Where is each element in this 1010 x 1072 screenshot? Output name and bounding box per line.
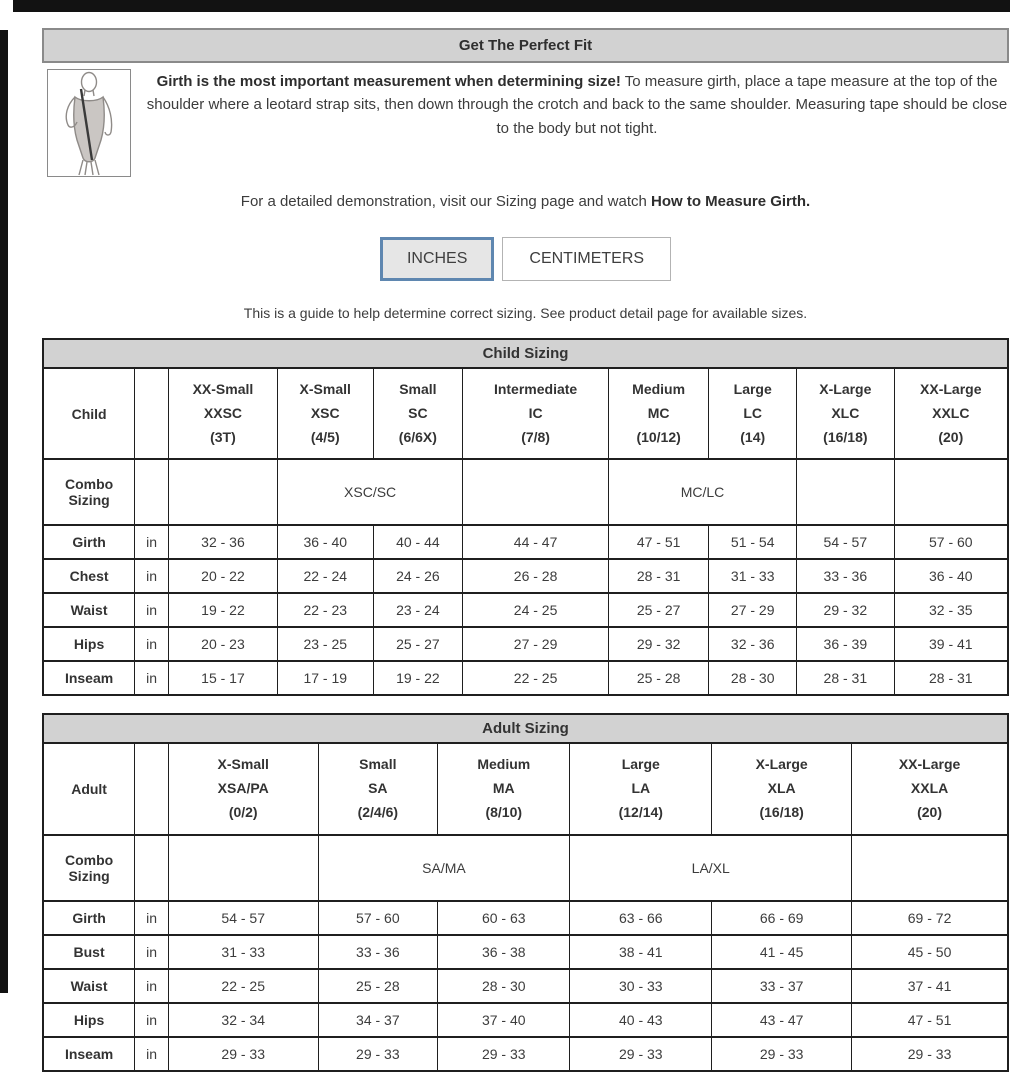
adult-size-value-cell: 29 - 33	[438, 1037, 570, 1071]
adult-row-waist	[43, 969, 1008, 1003]
unit-toggle	[42, 237, 1009, 281]
adult-size-column-header	[438, 743, 570, 834]
adult-column-range: (8/10)	[485, 803, 523, 820]
adult-unit-cell: in	[135, 1003, 169, 1037]
child-size-value-cell: 54 - 57	[797, 525, 894, 559]
inches-button[interactable]: INCHES	[380, 237, 494, 281]
adult-column-size: X-Small	[217, 756, 269, 773]
adult-size-column-header	[570, 743, 712, 834]
child-size-column-header	[463, 368, 609, 459]
child-combo-cell: MC/LC	[608, 459, 796, 525]
child-column-size: Medium	[632, 381, 686, 397]
adult-combo-cell	[168, 835, 318, 901]
adult-size-value-cell: 29 - 33	[570, 1037, 712, 1071]
adult-size-value-cell: 25 - 28	[318, 969, 438, 1003]
child-measurement-label: Chest	[43, 559, 135, 593]
child-size-value-cell: 36 - 39	[797, 627, 894, 661]
adult-row-girth	[43, 901, 1008, 935]
adult-size-value-cell: 40 - 43	[570, 1003, 712, 1037]
child-size-column-header	[894, 368, 1008, 459]
child-column-size: X-Large	[819, 381, 872, 397]
child-size-value-cell: 40 - 44	[373, 525, 463, 559]
child-column-code: LC	[743, 404, 763, 421]
child-size-value-cell: 15 - 17	[168, 661, 277, 695]
adult-size-column-header	[318, 743, 438, 834]
adult-combo-cell: LA/XL	[570, 835, 852, 901]
adult-table-title: Adult Sizing	[43, 714, 1008, 743]
child-column-size: Intermediate	[493, 381, 578, 397]
adult-combo-unit-cell	[135, 835, 169, 901]
demo-instructions-text: For a detailed demonstration, visit our Sizing page and watch	[240, 193, 652, 210]
child-size-value-cell: 24 - 26	[373, 559, 463, 593]
adult-size-value-cell: 32 - 34	[168, 1003, 318, 1037]
adult-column-range: (2/4/6)	[357, 803, 399, 820]
child-size-value-cell: 28 - 31	[894, 661, 1008, 695]
adult-size-value-cell: 69 - 72	[852, 901, 1008, 935]
child-combo-sizing-row	[43, 459, 1008, 525]
leotard-figure-icon	[48, 70, 130, 176]
adult-size-value-cell: 29 - 33	[168, 1037, 318, 1071]
child-column-size: XX-Large	[920, 381, 982, 397]
child-column-range: (14)	[740, 428, 766, 445]
child-size-value-cell: 23 - 24	[373, 593, 463, 627]
centimeters-button[interactable]: CENTIMETERS	[502, 237, 671, 281]
adult-column-range: (12/14)	[618, 803, 663, 820]
adult-size-value-cell: 45 - 50	[852, 935, 1008, 969]
demo-instructions	[42, 193, 1009, 210]
adult-size-value-cell: 60 - 63	[438, 901, 570, 935]
page-title	[42, 28, 1009, 63]
child-size-value-cell: 28 - 31	[608, 559, 708, 593]
child-unit-cell: in	[135, 593, 169, 627]
child-combo-unit-cell	[135, 459, 169, 525]
adult-size-value-cell: 47 - 51	[852, 1003, 1008, 1037]
child-size-value-cell: 31 - 33	[709, 559, 797, 593]
adult-column-code: XLA	[767, 780, 796, 797]
adult-size-value-cell: 31 - 33	[168, 935, 318, 969]
child-table-title: Child Sizing	[43, 339, 1008, 368]
intro-section	[42, 69, 1009, 177]
adult-measurement-label: Girth	[43, 901, 135, 935]
adult-size-value-cell: 37 - 40	[438, 1003, 570, 1037]
child-row-hips	[43, 627, 1008, 661]
child-size-value-cell: 32 - 35	[894, 593, 1008, 627]
demo-instructions-bold: How to Measure Girth.	[651, 193, 811, 210]
child-size-value-cell: 19 - 22	[168, 593, 277, 627]
adult-row-hips	[43, 1003, 1008, 1037]
child-column-range: (3T)	[210, 428, 236, 445]
child-combo-cell	[797, 459, 894, 525]
adult-size-value-cell: 63 - 66	[570, 901, 712, 935]
child-column-size: Small	[399, 381, 437, 397]
adult-size-value-cell: 43 - 47	[712, 1003, 852, 1037]
adult-measurement-label: Bust	[43, 935, 135, 969]
child-row-girth	[43, 525, 1008, 559]
adult-combo-cell	[852, 835, 1008, 901]
child-size-value-cell: 44 - 47	[463, 525, 609, 559]
adult-size-value-cell: 66 - 69	[712, 901, 852, 935]
child-size-value-cell: 39 - 41	[894, 627, 1008, 661]
adult-row-inseam	[43, 1037, 1008, 1071]
child-size-column-header	[373, 368, 463, 459]
child-column-size: X-Small	[299, 381, 351, 397]
adult-unit-cell: in	[135, 935, 169, 969]
adult-column-size: X-Large	[755, 756, 808, 773]
child-sizing-table	[42, 338, 1009, 696]
adult-size-value-cell: 38 - 41	[570, 935, 712, 969]
adult-size-value-cell: 33 - 37	[712, 969, 852, 1003]
adult-column-size: Medium	[477, 756, 531, 773]
child-size-value-cell: 27 - 29	[709, 593, 797, 627]
child-size-value-cell: 20 - 22	[168, 559, 277, 593]
child-size-value-cell: 25 - 27	[373, 627, 463, 661]
adult-size-value-cell: 37 - 41	[852, 969, 1008, 1003]
child-unit-cell: in	[135, 627, 169, 661]
girth-instructions-lead: Girth is the most important measurement when determining size!	[156, 73, 621, 90]
child-column-range: (16/18)	[823, 428, 868, 445]
child-size-column-header	[277, 368, 373, 459]
adult-column-code: LA	[631, 780, 651, 797]
child-size-value-cell: 22 - 24	[277, 559, 373, 593]
adult-column-size: Large	[621, 756, 660, 773]
adult-combo-sizing-label: Combo Sizing	[43, 835, 135, 901]
adult-size-value-cell: 54 - 57	[168, 901, 318, 935]
child-column-range: (6/6X)	[398, 428, 437, 445]
child-row-inseam	[43, 661, 1008, 695]
child-measurement-label: Inseam	[43, 661, 135, 695]
child-unit-cell: in	[135, 661, 169, 695]
adult-column-range: (16/18)	[759, 803, 804, 820]
child-combo-cell	[168, 459, 277, 525]
adult-unit-cell: in	[135, 901, 169, 935]
child-column-code: XLC	[831, 404, 860, 421]
adult-column-range: (20)	[917, 803, 943, 820]
child-combo-sizing-label: Combo Sizing	[43, 459, 135, 525]
child-size-value-cell: 23 - 25	[277, 627, 373, 661]
adult-measurement-label: Hips	[43, 1003, 135, 1037]
child-column-range: (20)	[938, 428, 964, 445]
child-row-waist	[43, 593, 1008, 627]
adult-sizing-table	[42, 713, 1009, 1071]
adult-measurement-label: Waist	[43, 969, 135, 1003]
adult-size-value-cell: 22 - 25	[168, 969, 318, 1003]
adult-size-column-header	[168, 743, 318, 834]
adult-sizing-section	[42, 713, 1009, 1071]
child-combo-cell	[894, 459, 1008, 525]
child-size-value-cell: 57 - 60	[894, 525, 1008, 559]
screenshot-top-border	[13, 0, 1010, 12]
child-column-range: (10/12)	[636, 428, 681, 445]
child-size-value-cell: 33 - 36	[797, 559, 894, 593]
adult-size-value-cell: 41 - 45	[712, 935, 852, 969]
adult-size-value-cell: 29 - 33	[852, 1037, 1008, 1071]
page-title-text: Get The Perfect Fit	[458, 37, 593, 54]
child-unit-cell: in	[135, 525, 169, 559]
adult-size-value-cell: 34 - 37	[318, 1003, 438, 1037]
child-combo-cell	[463, 459, 609, 525]
adult-column-size: Small	[359, 756, 397, 773]
adult-column-code: XXLA	[910, 780, 949, 797]
adult-measurement-label: Inseam	[43, 1037, 135, 1071]
child-row-chest	[43, 559, 1008, 593]
child-size-column-header	[168, 368, 277, 459]
adult-size-column-header	[712, 743, 852, 834]
adult-unit-cell: in	[135, 1037, 169, 1071]
child-measurement-label: Waist	[43, 593, 135, 627]
child-size-value-cell: 32 - 36	[709, 627, 797, 661]
adult-size-value-cell: 33 - 36	[318, 935, 438, 969]
adult-column-code: XSA/PA	[217, 780, 269, 797]
child-size-value-cell: 51 - 54	[709, 525, 797, 559]
child-size-value-cell: 47 - 51	[608, 525, 708, 559]
child-size-value-cell: 20 - 23	[168, 627, 277, 661]
adult-column-code: MA	[492, 780, 515, 797]
child-size-value-cell: 27 - 29	[463, 627, 609, 661]
child-measurement-label: Girth	[43, 525, 135, 559]
adult-combo-cell: SA/MA	[318, 835, 570, 901]
adult-column-size: XX-Large	[898, 756, 961, 773]
adult-size-column-header	[852, 743, 1008, 834]
adult-corner-label: Adult	[43, 743, 135, 834]
child-sizing-section	[42, 338, 1009, 696]
child-column-code: XXLC	[932, 404, 970, 421]
child-size-value-cell: 25 - 27	[608, 593, 708, 627]
child-size-column-header	[608, 368, 708, 459]
child-size-value-cell: 19 - 22	[373, 661, 463, 695]
child-column-code: IC	[528, 404, 543, 421]
girth-instructions-body: To measure girth, place a tape measure at the top of the shoulder where a leotard strap sits, then down through the crotch and back to the same shoulder. Measuring tape should be close to the body but not tight.	[146, 73, 1008, 137]
child-size-value-cell: 22 - 25	[463, 661, 609, 695]
adult-size-value-cell: 36 - 38	[438, 935, 570, 969]
adult-column-code: SA	[368, 780, 388, 797]
child-size-value-cell: 29 - 32	[797, 593, 894, 627]
child-column-code: SC	[408, 404, 428, 421]
child-column-code: XSC	[310, 404, 340, 421]
adult-unit-column-header	[135, 743, 169, 834]
child-size-value-cell: 17 - 19	[277, 661, 373, 695]
child-column-range: (4/5)	[310, 428, 340, 445]
adult-combo-sizing-row	[43, 835, 1008, 901]
adult-size-value-cell: 57 - 60	[318, 901, 438, 935]
child-column-size: Large	[733, 381, 772, 397]
adult-size-value-cell: 30 - 33	[570, 969, 712, 1003]
child-column-range: (7/8)	[521, 428, 550, 445]
child-size-value-cell: 32 - 36	[168, 525, 277, 559]
child-unit-column-header	[135, 368, 169, 459]
adult-unit-cell: in	[135, 969, 169, 1003]
child-size-value-cell: 28 - 30	[709, 661, 797, 695]
child-column-code: XXSC	[203, 404, 243, 421]
sizing-guide-note: This is a guide to help determine correct sizing. See product detail page for available sizes.	[243, 305, 808, 321]
child-size-column-header	[709, 368, 797, 459]
child-measurement-label: Hips	[43, 627, 135, 661]
adult-row-bust	[43, 935, 1008, 969]
child-size-value-cell: 26 - 28	[463, 559, 609, 593]
adult-size-value-cell: 29 - 33	[712, 1037, 852, 1071]
page-content	[42, 28, 1009, 1072]
screenshot-left-border	[0, 30, 8, 993]
adult-column-range: (0/2)	[228, 803, 258, 820]
girth-instructions	[145, 70, 1009, 177]
child-size-value-cell: 36 - 40	[894, 559, 1008, 593]
child-size-value-cell: 22 - 23	[277, 593, 373, 627]
child-column-code: MC	[647, 404, 670, 421]
child-column-size: XX-Small	[192, 381, 254, 397]
girth-measurement-illustration	[47, 69, 131, 177]
adult-size-value-cell: 29 - 33	[318, 1037, 438, 1071]
child-size-value-cell: 25 - 28	[608, 661, 708, 695]
child-size-value-cell: 24 - 25	[463, 593, 609, 627]
child-corner-label: Child	[43, 368, 135, 459]
child-size-column-header	[797, 368, 894, 459]
child-combo-cell: XSC/SC	[277, 459, 462, 525]
child-unit-cell: in	[135, 559, 169, 593]
child-size-value-cell: 29 - 32	[608, 627, 708, 661]
child-size-value-cell: 36 - 40	[277, 525, 373, 559]
adult-size-value-cell: 28 - 30	[438, 969, 570, 1003]
child-size-value-cell: 28 - 31	[797, 661, 894, 695]
